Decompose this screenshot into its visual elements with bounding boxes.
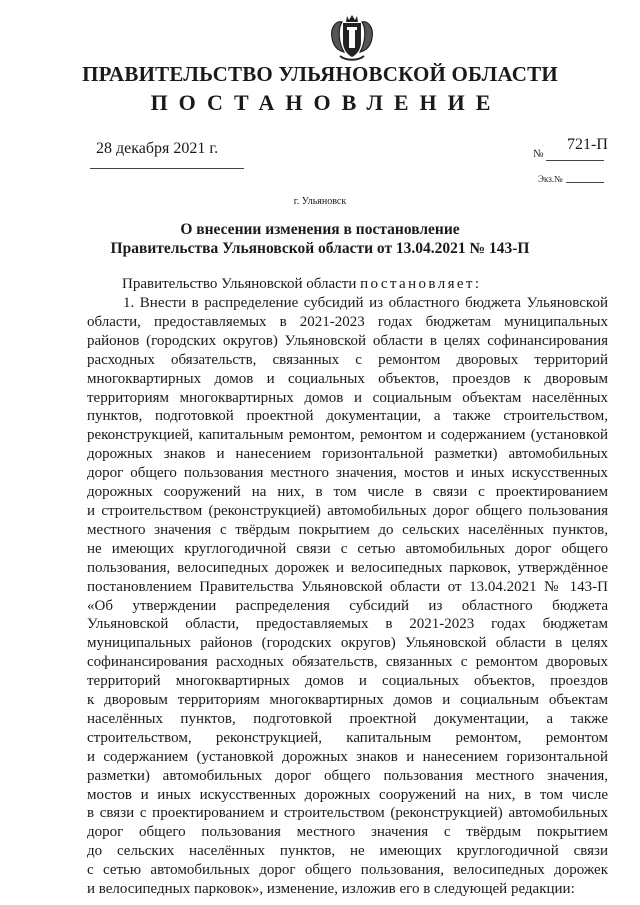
heading-line-2: Правительства Ульяновской области от 13.04.2021 № 143-П (110, 240, 530, 257)
body-line: пользования, велосипедных дорожек и велосипедных парковок, утверждённое (87, 559, 608, 576)
body-line: расходных обязательств, связанных с ремонтом дворовых территорий (87, 351, 608, 368)
body-line: пунктов, подготовкой проектной документации, а также строительством, (87, 408, 608, 425)
document-kind: ПОСТАНОВЛЕНИЕ (150, 90, 502, 115)
body-line: софинансирования расходных обязательств, связанных с ремонтом дворовых (87, 654, 608, 671)
body-line: к дворовым территориям многоквартирных домов и социальным объектам (87, 692, 608, 709)
intro-verb: постановляет: (360, 276, 482, 292)
body-line: до сельских населённых пунктов, не имеющих круглогодичной связи (87, 843, 608, 860)
body-line: и велосипедных парковок», изменение, изложив его в следующей редакции: (87, 881, 575, 898)
body-line: населённых пунктов, подготовкой проектной документации, а также (87, 710, 608, 727)
body-line: мостов и иных искусственных дорожных сооружений на них, в том числе (87, 786, 608, 803)
body-line: 1. Внести в распределение субсидий из областного бюджета Ульяновской (123, 295, 608, 311)
copy-number-label: Экз.№ (538, 174, 563, 184)
body-paragraph (87, 294, 608, 899)
body-line: Ульяновской области, предоставляемых в 2021-2023 годах бюджетам (87, 616, 608, 633)
body-line: реконструкцией, капитальным ремонтом, ремонтом и содержанием (установкой (87, 427, 608, 444)
body-line: в связи с проектированием и строительством (реконструкцией) автомобильных (87, 805, 608, 822)
government-name: ПРАВИТЕЛЬСТВО УЛЬЯНОВСКОЙ ОБЛАСТИ (82, 62, 558, 86)
body-line: не имеющих круглогодичной связи с сетью автомобильных дорог общего (87, 540, 608, 557)
body-line: дорог общего пользования местного значения, мостов и иных искусственных (87, 465, 608, 482)
body-line: разметки) автомобильных дорог общего пользования местного значения, (87, 767, 608, 784)
body-line: территорий многоквартирных домов и социальных объектов, проездов (87, 673, 608, 690)
document-city: г. Ульяновск (293, 196, 347, 207)
heading-line-1: О внесении изменения в постановление (180, 221, 460, 238)
number-sign: № (533, 148, 544, 160)
body-line: территориям многоквартирных домов и социальным объектам населённых (87, 389, 608, 406)
document-date: 28 декабря 2021 г. (96, 140, 219, 157)
document-heading (60, 220, 580, 258)
body-line: «Об утверждении распределения субсидий из областного бюджета (87, 597, 608, 614)
body-line: области, предоставляемых в 2021-2023 годах бюджетам муниципальных (87, 313, 608, 330)
body-line: районов (городских округов) Ульяновской области в целях софинансирования (87, 332, 608, 349)
body-line: местного значения с твёрдым покрытием до сельских населённых пунктов, (87, 521, 608, 538)
coat-of-arms-icon (326, 12, 378, 64)
body-line: дорожных знаков и нанесением горизонтальной разметки) автомобильных (87, 446, 608, 463)
date-underline (90, 168, 244, 169)
body-line: дорог общего пользования местного значения с твёрдым покрытием (87, 824, 608, 841)
copy-number-underline (566, 182, 604, 183)
intro-line (122, 276, 481, 293)
intro-subject: Правительство Ульяновской области (122, 276, 357, 292)
document-number: 721-П (567, 136, 608, 153)
body-line: муниципальных районов (городских округов) Ульяновской области в целях (87, 635, 608, 652)
body-line: многоквартирных домов и социальных объектов, проездов к дворовым (87, 370, 608, 387)
body-line: с сетью автомобильных дорог общего пользования, велосипедных дорожек (87, 862, 608, 879)
body-line: и содержанием (установкой дорожных знаков и нанесением горизонтальной (87, 748, 608, 765)
body-line: строительством, реконструкцией, капитальным ремонтом, ремонтом (87, 729, 608, 746)
body-line: постановлением Правительства Ульяновской области от 13.04.2021 № 143-П (87, 578, 608, 595)
number-underline (546, 160, 604, 161)
body-line: и строительством (реконструкцией) автомобильных дорог общего пользования (87, 502, 608, 519)
body-line: дорожных сооружений на них, в том числе в связи с проектированием (87, 484, 608, 501)
